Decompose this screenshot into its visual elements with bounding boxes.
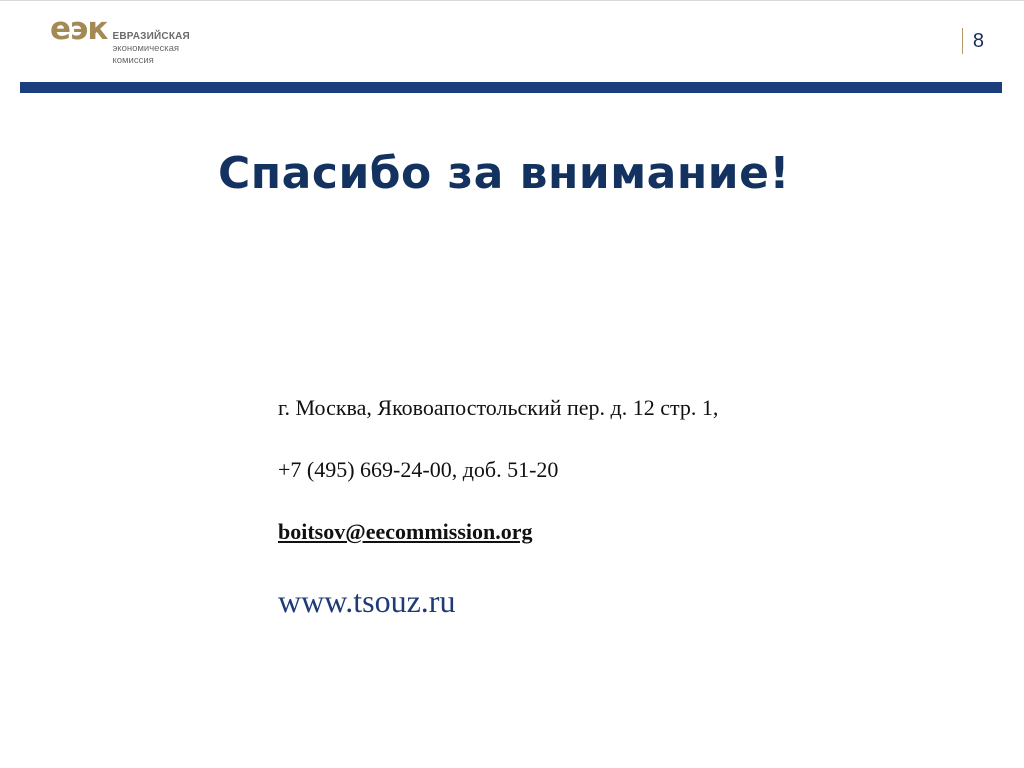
logo-text (112, 31, 189, 67)
header-blue-bar (20, 82, 1002, 93)
slide-header (0, 0, 1024, 94)
logo-line-2: экономическая (112, 43, 179, 54)
page-number: 8 (972, 29, 984, 52)
logo-line-3: комиссия (112, 55, 154, 66)
page-number-block (962, 28, 984, 54)
contact-block (278, 394, 918, 620)
email-link[interactable]: boitsov@eecommission.org (278, 519, 533, 544)
logo-mark: еэк (50, 11, 108, 47)
logo-line-1: ЕВРАЗИЙСКАЯ (112, 31, 190, 42)
page-number-divider (962, 28, 963, 54)
website-link[interactable]: www.tsouz.ru (278, 583, 456, 619)
address-text: г. Москва, Яковоапостольский пер. д. 12 стр. 1, (278, 395, 719, 420)
eec-logo (50, 12, 190, 67)
slide-title: Спасибо за внимание! (217, 148, 790, 199)
phone-text: +7 (495) 669-24-00, доб. 51-20 (278, 457, 559, 482)
